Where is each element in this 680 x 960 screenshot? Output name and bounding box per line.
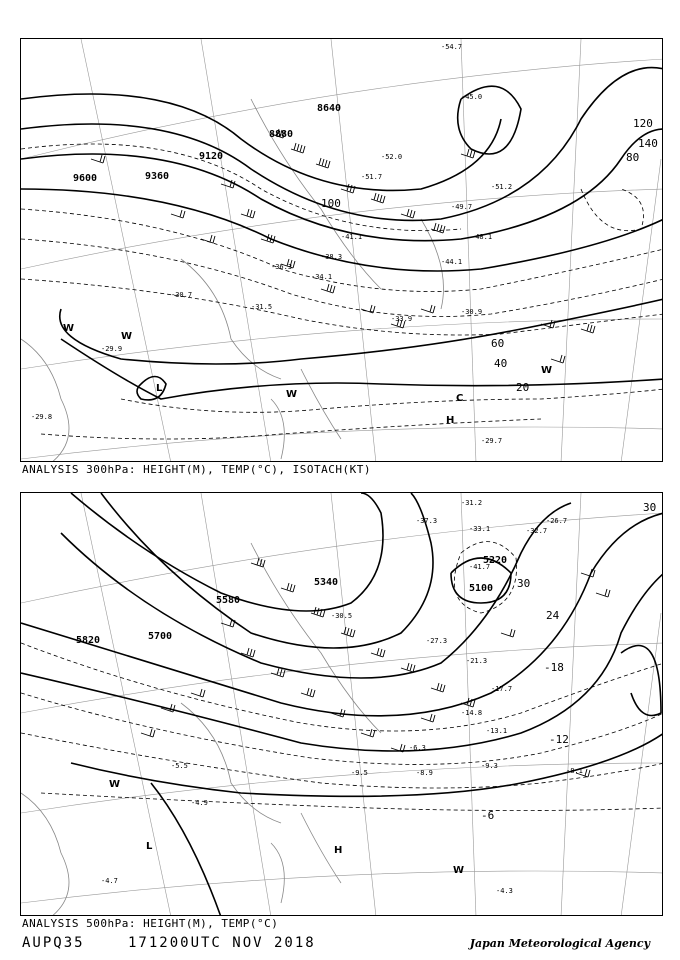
temperature-value: -5.5	[171, 762, 188, 770]
temperature-value: -37.3	[416, 517, 438, 525]
height-label: 5220	[483, 555, 508, 566]
cold-marker: C	[456, 393, 464, 404]
high-center-marker: H	[334, 845, 343, 856]
temperature-value: -41.7	[469, 563, 491, 571]
wind-barb	[431, 223, 445, 233]
temperature-value: -41.1	[341, 233, 363, 241]
temperature-value: -26.7	[546, 517, 568, 525]
temperature-value: -31.5	[251, 303, 273, 311]
wind-barb	[191, 689, 205, 697]
temperature-value: -45.0	[461, 93, 483, 101]
wind-barb	[361, 305, 375, 313]
temperature-value: -31.2	[461, 499, 483, 507]
wind-barb	[171, 210, 185, 218]
isotherm-label: 30	[643, 501, 657, 514]
warm-marker: W	[121, 331, 133, 342]
temperature-value: -4.7	[101, 877, 118, 885]
wind-barb	[401, 663, 415, 672]
bulletin-code: AUPQ35	[22, 935, 85, 951]
temperature-value: -29.8	[31, 413, 53, 421]
isotherm-label: 24	[546, 609, 560, 622]
isotherm-label: 30	[517, 577, 531, 590]
isotach-label: 80	[626, 151, 640, 164]
temperature-value: -44.1	[441, 258, 463, 266]
temperature-value: -33.1	[469, 525, 491, 533]
analysis-time: 171200UTC NOV 2018	[128, 935, 316, 951]
upper-chart-500hpa	[20, 492, 663, 916]
warm-marker: W	[286, 389, 298, 400]
temperature-value: -54.7	[441, 43, 463, 51]
wind-barb	[596, 589, 610, 597]
height-label: 8640	[317, 103, 342, 114]
wind-barb	[321, 284, 335, 293]
temperature-value: -51.7	[361, 173, 383, 181]
wind-barb	[421, 714, 435, 722]
wind-barb	[501, 629, 515, 637]
wind-barb	[281, 583, 295, 592]
low-center-marker: L	[146, 841, 153, 852]
temperature-value: -29.7	[481, 437, 503, 445]
graticule	[21, 39, 663, 462]
temperature-value: -17.7	[491, 685, 513, 693]
isotherm-label: -6	[481, 809, 495, 822]
wind-barbs	[91, 129, 595, 363]
wind-barb	[91, 155, 105, 163]
height-label: 5100	[469, 583, 494, 594]
wind-barb	[431, 683, 445, 692]
height-label: 9360	[145, 171, 170, 182]
warm-marker: W	[541, 365, 553, 376]
temperature-value: -4.3	[496, 887, 513, 895]
height-label: 9600	[73, 173, 98, 184]
temperature-value: -6.3	[409, 744, 426, 752]
isotherm-label: -18	[544, 661, 564, 674]
height-label: 8880	[269, 129, 294, 140]
wind-barb	[316, 158, 330, 168]
top-chart-caption: ANALYSIS 300hPa: HEIGHT(M), TEMP(°C), ISOTACH(KT)	[22, 463, 372, 476]
temperature-value: -32.7	[526, 527, 548, 535]
isotach-label: 40	[494, 357, 508, 370]
warm-marker: W	[63, 323, 75, 334]
temperature-value: -21.3	[466, 657, 488, 665]
height-label: 5820	[76, 635, 101, 646]
wind-barb	[311, 607, 325, 617]
warm-marker: W	[109, 779, 121, 790]
isotach-label: 20	[516, 381, 530, 394]
temperature-values	[101, 499, 583, 895]
temperature-value: -48.1	[471, 233, 493, 241]
agency-name: Japan Meteorological Agency	[469, 937, 650, 950]
temperature-value: -9.3	[481, 762, 498, 770]
temperature-value: -8.1	[566, 767, 583, 775]
height-label: 5340	[314, 577, 339, 588]
wind-barb	[201, 235, 215, 243]
warm-marker: W	[453, 865, 465, 876]
isotach-label: 60	[491, 337, 505, 350]
height-label: 5700	[148, 631, 173, 642]
temperature-value: -30.9	[461, 308, 483, 316]
upper-chart-300hpa	[20, 38, 663, 462]
temperature-value: -34.1	[311, 273, 333, 281]
wind-barb	[141, 729, 155, 737]
height-label: 9120	[199, 151, 224, 162]
temperature-value: -29.9	[101, 345, 123, 353]
temperature-value: -4.9	[191, 799, 208, 807]
temperature-value: -30.5	[331, 612, 353, 620]
wind-barb	[291, 143, 305, 153]
wind-barb	[341, 627, 355, 637]
high-center-marker: H	[446, 415, 455, 426]
isotherm-label: -12	[549, 733, 569, 746]
temperature-value: -9.5	[351, 769, 368, 777]
isotach-label: 100	[321, 197, 341, 210]
temperature-value: -51.2	[491, 183, 513, 191]
wind-barb	[581, 324, 595, 333]
temperature-value: -14.8	[461, 709, 483, 717]
wind-barb	[241, 209, 255, 218]
temperature-value: -36.3	[271, 263, 293, 271]
wind-barb	[371, 193, 385, 203]
temperature-value: -33.9	[391, 315, 413, 323]
temperature-value: -8.9	[416, 769, 433, 777]
height-label: 5580	[216, 595, 241, 606]
wind-barb	[401, 209, 415, 218]
isotherm-lines	[21, 144, 663, 439]
isotach-label: 140	[638, 137, 658, 150]
temperature-value: -38.3	[321, 253, 343, 261]
low-center-marker: L	[156, 383, 163, 394]
coastlines	[21, 543, 381, 916]
map-500hpa	[21, 493, 663, 916]
isotach-label: 120	[633, 117, 653, 130]
wind-barb	[551, 355, 565, 363]
temperature-value: -30.7	[171, 291, 193, 299]
map-300hpa	[21, 39, 663, 462]
temperature-value: -52.0	[381, 153, 403, 161]
wind-barb	[301, 688, 315, 697]
wind-barb	[421, 305, 435, 313]
wind-barb	[371, 648, 385, 657]
wind-barbs	[141, 558, 610, 777]
bottom-chart-caption: ANALYSIS 500hPa: HEIGHT(M), TEMP(°C)	[22, 917, 279, 930]
temperature-value: -27.3	[426, 637, 448, 645]
temperature-value: -13.1	[486, 727, 508, 735]
temperature-value: -49.7	[451, 203, 473, 211]
